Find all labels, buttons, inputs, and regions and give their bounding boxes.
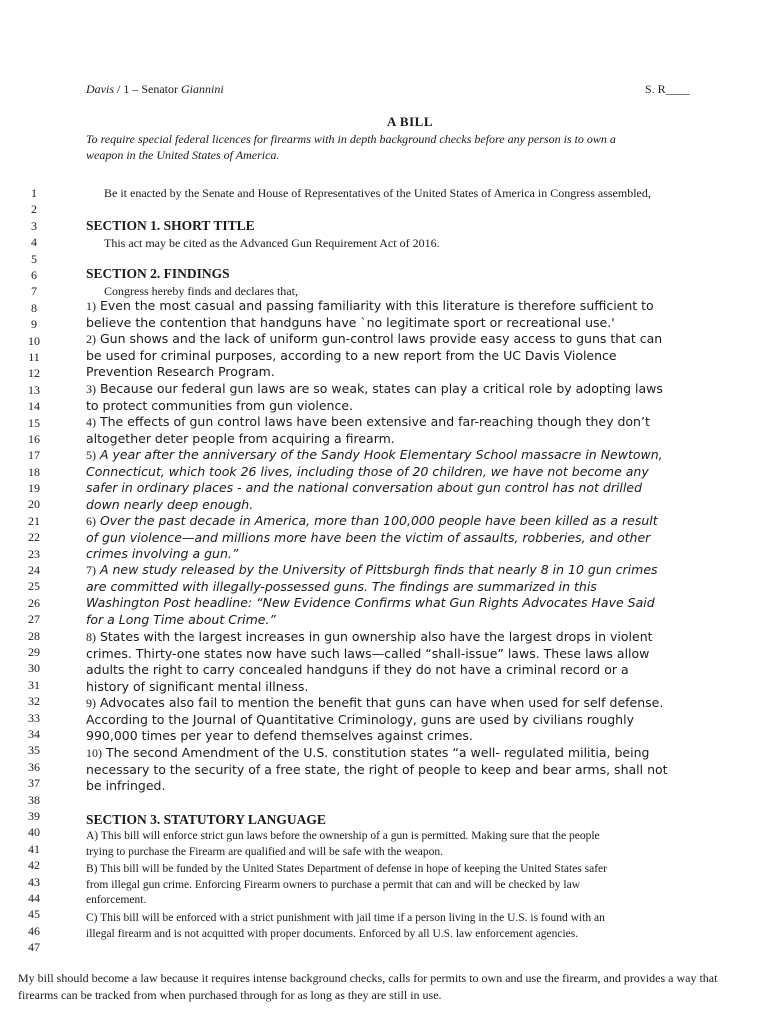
finding-number: 9) xyxy=(86,696,96,710)
provision-text: B) This bill will be funded by the United States Department of defense in hope of keeping the United States safer xyxy=(86,863,607,875)
line-number: 37 xyxy=(28,776,40,790)
finding-text: States with the largest increases in gun ownership also have the largest drops in violent xyxy=(96,629,653,644)
statutory-provision-b xyxy=(86,862,607,909)
provision-text: C) This bill will be enforced with a strict punishment with jail time if a person living in the U.S. is found with an xyxy=(86,912,605,924)
finding-text: history of significant mental illness. xyxy=(86,678,309,694)
line-number: 29 xyxy=(28,645,40,659)
line-number: 4 xyxy=(31,235,37,249)
bill-purpose-line: To require special federal licences for firearms with in depth background checks before any person is to own a xyxy=(86,132,616,146)
bill-title: A BILL xyxy=(387,114,433,129)
provision-text: enforcement. xyxy=(86,894,147,906)
enacting-clause: Be it enacted by the Senate and House of Representatives of the United States of America in Congress assembled, xyxy=(104,186,651,200)
finding-text: The second Amendment of the U.S. constitution states “a well- regulated militia, being xyxy=(102,745,650,760)
document-header xyxy=(86,82,224,97)
line-number: 22 xyxy=(28,530,40,544)
provision-text: from illegal gun crime. Enforcing Firearm owners to purchase a permit that can and will be checked by law xyxy=(86,878,581,891)
finding-1 xyxy=(86,298,654,331)
line-number: 21 xyxy=(28,514,40,528)
bill-number: S. R____ xyxy=(645,82,690,96)
provision-text: illegal firearm and is not acquitted with proper documents. Enforced by all U.S. law enforcement agencies. xyxy=(86,927,579,940)
line-number: 44 xyxy=(28,891,40,905)
line-number: 24 xyxy=(28,563,40,577)
statutory-provision-a xyxy=(86,829,600,860)
line-number: 31 xyxy=(28,678,40,692)
senator-name: Giannini xyxy=(181,82,224,96)
finding-6 xyxy=(86,513,658,563)
line-number: 9 xyxy=(31,317,37,331)
finding-text: crimes involving a gun.” xyxy=(86,546,239,561)
finding-number: 2) xyxy=(86,332,96,346)
line-number: 3 xyxy=(31,219,37,233)
line-number: 17 xyxy=(28,448,40,462)
line-number: 19 xyxy=(28,481,40,495)
finding-text: crimes. Thirty-one states now have such laws—called “shall-issue” laws. These laws allow xyxy=(86,645,650,661)
closing-statement: My bill should become a law because it requires intense background checks, calls for permits to own and use the firearm, and provides a way that firearms can be tracked from when purchased through for as long as they are still in use. xyxy=(18,971,718,1002)
finding-text: The effects of gun control laws have been extensive and far-reaching though they don’t xyxy=(96,414,650,429)
finding-number: 10) xyxy=(86,746,102,760)
author-separator: / 1 – xyxy=(114,82,142,96)
finding-4 xyxy=(86,414,650,447)
statutory-provision-c xyxy=(86,911,605,942)
line-number: 33 xyxy=(28,711,40,725)
line-number: 42 xyxy=(28,858,40,872)
line-number: 30 xyxy=(28,661,40,675)
line-number: 43 xyxy=(28,875,40,889)
line-number: 46 xyxy=(28,924,40,938)
line-number: 18 xyxy=(28,465,40,479)
line-number: 25 xyxy=(28,579,40,593)
finding-number: 3) xyxy=(86,382,96,396)
line-number: 2 xyxy=(31,202,37,216)
finding-text: According to the Journal of Quantitative Criminology, guns are used by civilians roughly xyxy=(86,711,634,727)
finding-number: 5) xyxy=(86,448,96,462)
line-number: 7 xyxy=(31,284,37,298)
finding-text: be used for criminal purposes, according to a new report from the UC Davis Violence xyxy=(86,347,617,363)
finding-7 xyxy=(86,562,658,628)
line-number: 35 xyxy=(28,743,40,757)
finding-2 xyxy=(86,331,662,381)
bill-purpose-line: weapon in the United States of America. xyxy=(86,148,280,162)
line-number: 38 xyxy=(28,793,40,807)
bill-purpose xyxy=(86,131,736,163)
line-number: 13 xyxy=(28,383,40,397)
finding-3 xyxy=(86,381,663,414)
section-1-heading: SECTION 1. SHORT TITLE xyxy=(86,218,255,233)
line-number: 1 xyxy=(31,186,37,200)
line-number: 47 xyxy=(28,940,40,954)
finding-5 xyxy=(86,447,663,513)
finding-number: 4) xyxy=(86,415,96,429)
line-number: 27 xyxy=(28,612,40,626)
section-3-heading: SECTION 3. STATUTORY LANGUAGE xyxy=(86,812,326,827)
finding-number: 6) xyxy=(86,514,96,528)
finding-text: altogether deter people from acquiring a firearm. xyxy=(86,430,395,446)
finding-text: for a Long Time about Crime.” xyxy=(86,611,276,627)
finding-text: A year after the anniversary of the Sandy Hook Elementary School massacre in Newtown, xyxy=(96,447,663,462)
finding-text: to protect communities from gun violence. xyxy=(86,397,354,413)
line-number: 8 xyxy=(31,301,37,315)
finding-text: Advocates also fail to mention the benefit that guns can have when used for self defense. xyxy=(96,695,664,710)
finding-8 xyxy=(86,629,653,695)
section-2-heading: SECTION 2. FINDINGS xyxy=(86,266,230,281)
line-number: 11 xyxy=(28,350,40,364)
finding-text: safer in ordinary places - and the national conversation about gun control has not drilled xyxy=(86,480,642,495)
provision-text: A) This bill will enforce strict gun laws before the ownership of a gun is permitted. Making sure that the people xyxy=(86,830,600,842)
finding-text: believe the contention that handguns have `no legitimate sport or recreational use.' xyxy=(86,314,615,330)
finding-10 xyxy=(86,745,668,795)
provision-text: trying to purchase the Firearm are qualified and will be safe with the weapon. xyxy=(86,845,444,858)
line-number: 16 xyxy=(28,432,40,446)
line-number: 36 xyxy=(28,760,40,774)
findings-intro: Congress hereby finds and declares that, xyxy=(104,284,298,298)
finding-text: Over the past decade in America, more than 100,000 people have been killed as a result xyxy=(96,513,658,528)
finding-text: A new study released by the University of Pittsburgh finds that nearly 8 in 10 gun crimes xyxy=(96,562,658,577)
finding-text: are committed with illegally-possessed guns. The findings are summarized in this xyxy=(86,578,597,594)
line-number: 23 xyxy=(28,547,40,561)
line-number: 12 xyxy=(28,366,40,380)
line-number: 15 xyxy=(28,416,40,430)
short-title-text: This act may be cited as the Advanced Gun Requirement Act of 2016. xyxy=(104,236,440,250)
line-number: 6 xyxy=(31,268,37,282)
finding-text: Because our federal gun laws are so weak, states can play a critical role by adopting laws xyxy=(96,381,663,396)
finding-number: 8) xyxy=(86,630,96,644)
senator-label: Senator xyxy=(141,82,181,96)
line-number: 40 xyxy=(28,825,40,839)
line-number: 32 xyxy=(28,694,40,708)
finding-text: adults the right to carry concealed handguns if they do not have a criminal record or a xyxy=(86,662,629,677)
finding-text: Prevention Research Program. xyxy=(86,364,275,379)
line-number: 5 xyxy=(31,252,37,266)
line-number: 20 xyxy=(28,497,40,511)
finding-text: 990,000 times per year to defend themselves against crimes. xyxy=(86,728,473,743)
finding-text: Gun shows and the lack of uniform gun-control laws provide easy access to guns that can xyxy=(96,331,663,346)
line-number: 14 xyxy=(28,399,40,413)
line-number: 28 xyxy=(28,629,40,643)
line-number: 45 xyxy=(28,907,40,921)
line-number: 10 xyxy=(28,334,40,348)
finding-text: Even the most casual and passing familiarity with this literature is therefore sufficient to xyxy=(96,298,654,313)
finding-text: of gun violence—and millions more have been the victim of assaults, robberies, and other xyxy=(86,529,651,545)
finding-number: 1) xyxy=(86,299,96,313)
finding-text: down nearly deep enough. xyxy=(86,496,254,512)
finding-text: necessary to the security of a free state, the right of people to keep and bear arms, shall not xyxy=(86,761,668,777)
line-number: 41 xyxy=(28,842,40,856)
finding-text: be infringed. xyxy=(86,778,166,793)
author-name: Davis xyxy=(86,82,114,96)
finding-number: 7) xyxy=(86,563,96,577)
finding-9 xyxy=(86,695,663,745)
finding-text: Washington Post headline: “New Evidence Confirms what Gun Rights Advocates Have Said xyxy=(86,595,655,610)
line-number: 26 xyxy=(28,596,40,610)
line-number: 34 xyxy=(28,727,40,741)
line-number: 39 xyxy=(28,809,40,823)
finding-text: Connecticut, which took 26 lives, including those of 20 children, we have not become any xyxy=(86,463,649,479)
